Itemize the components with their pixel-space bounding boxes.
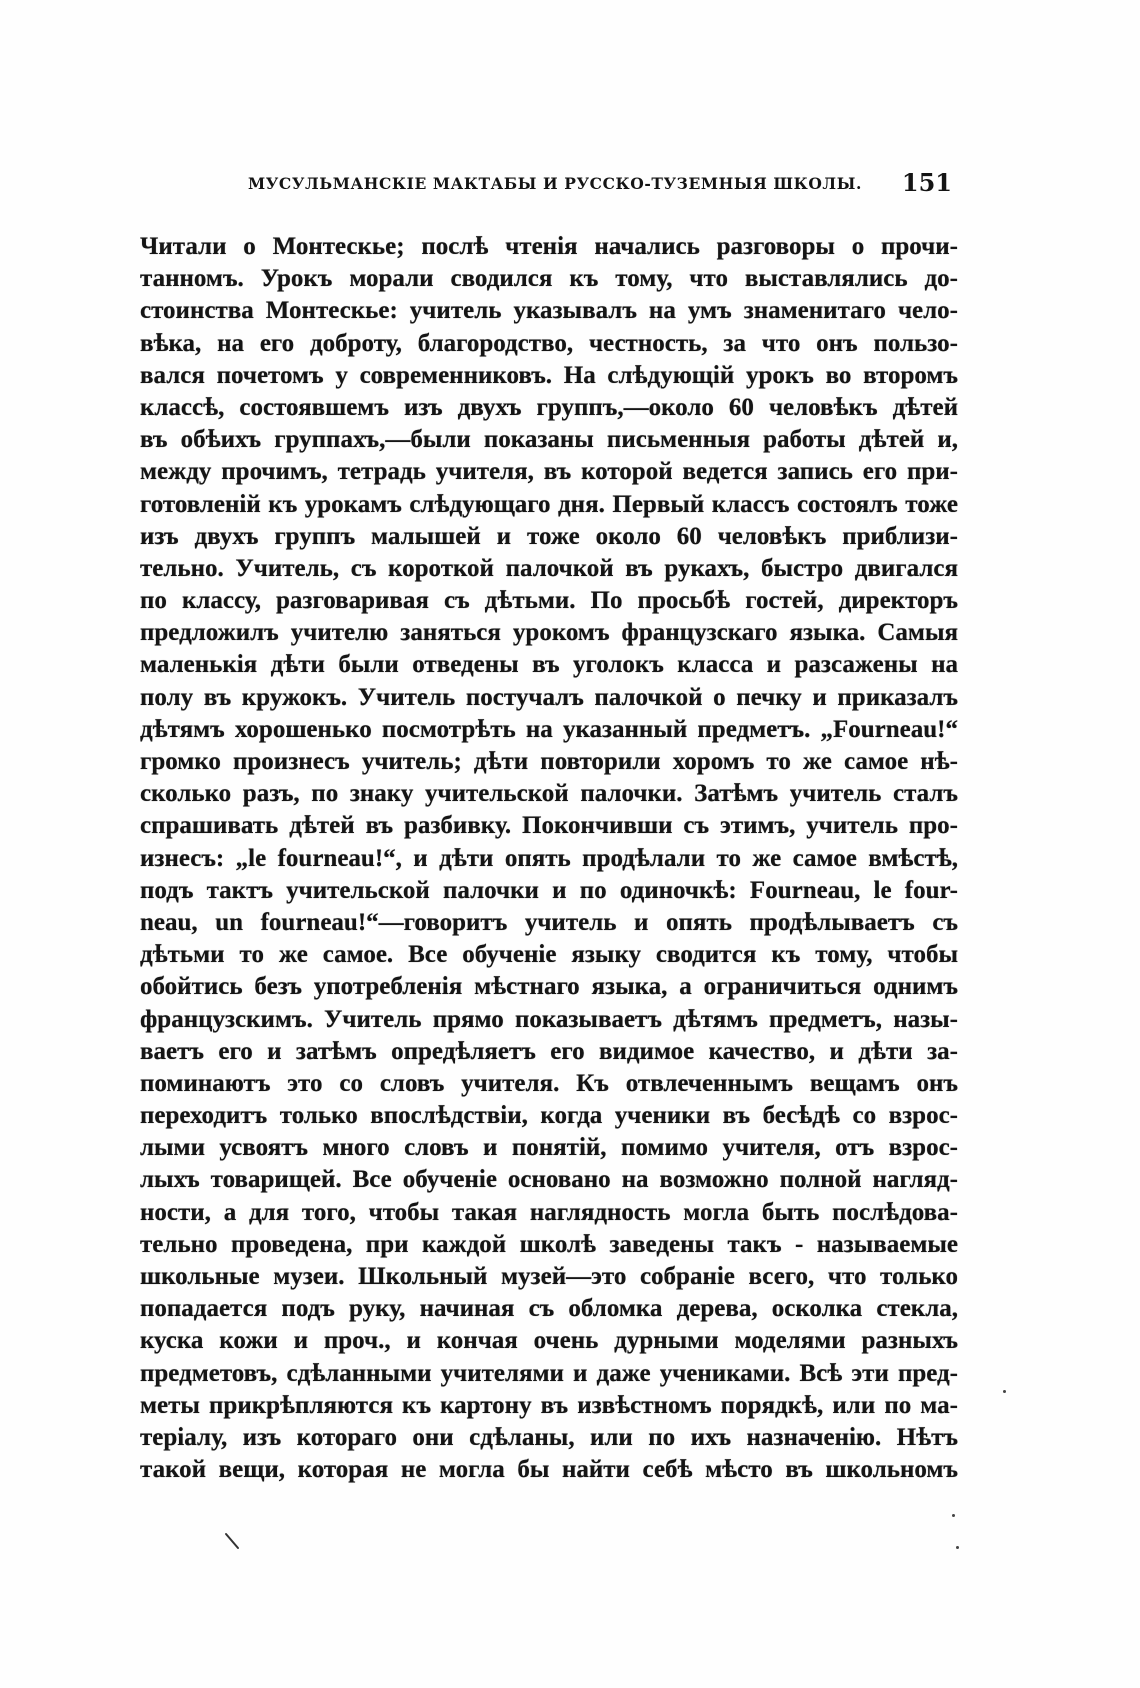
text-line: маленькія дѣти были отведены въ уголокъ класса и разсажены на xyxy=(140,651,958,679)
text-line: дѣтямъ хорошенько посмотрѣть на указанный предметъ. „Fourneau!“ xyxy=(140,715,958,743)
text-line: школьные музеи. Школьный музей—это собраніе всего, что только xyxy=(140,1263,958,1290)
text-line: по классу, разговаривая съ дѣтьми. По просьбѣ гостей, директоръ xyxy=(140,587,958,615)
text-line: вался почетомъ у современниковъ. На слѣдующій урокъ во второмъ xyxy=(140,361,958,389)
text-line: классѣ, состоявшемъ изъ двухъ группъ,—около 60 человѣкъ дѣтей xyxy=(140,393,958,421)
speck xyxy=(1003,1390,1006,1393)
text-line: предметовъ, сдѣланными учителями и даже учениками. Всѣ эти пред- xyxy=(140,1359,958,1387)
text-line: обойтись безъ употребленія мѣстнаго языка, а ограничиться однимъ xyxy=(140,973,958,1001)
text-line: вѣка, на его доброту, благородство, честность, за что онъ пользо- xyxy=(140,329,958,357)
text-line: меты прикрѣпляются къ картону въ извѣстномъ порядкѣ, или по ма- xyxy=(140,1391,958,1419)
body-text xyxy=(140,231,958,1486)
text-line: теріалу, изъ котораго они сдѣланы, или по ихъ назначенію. Нѣтъ xyxy=(140,1423,958,1451)
text-line: поминаютъ это со словъ учителя. Къ отвлеченнымъ вещамъ онъ xyxy=(140,1069,958,1097)
page-header xyxy=(140,168,958,202)
text-line: полу въ кружокъ. Учитель постучалъ палочкой о печку и приказалъ xyxy=(140,683,958,711)
text-line: громко произнесъ учитель; дѣти повторили хоромъ то же самое нѣ- xyxy=(140,748,958,775)
speck xyxy=(956,1546,959,1549)
text-line: подъ тактъ учительской палочки и по одиночкѣ: Fourneau, le four- xyxy=(140,876,958,904)
pen-mark xyxy=(224,1532,244,1552)
text-line: спрашивать дѣтей въ разбивку. Покончивши съ этимъ, учитель про- xyxy=(140,812,958,840)
text-line: готовленій къ урокамъ слѣдующаго дня. Первый классъ состоялъ тоже xyxy=(140,490,958,518)
text-line: ности, а для того, чтобы такая наглядность могла быть послѣдова- xyxy=(140,1198,958,1226)
text-line: танномъ. Урокъ морали сводился къ тому, что выставлялись до- xyxy=(140,265,958,293)
text-line: Читали о Монтескье; послѣ чтенія начались разговоры о прочи- xyxy=(140,233,958,260)
text-line: дѣтьми то же самое. Все обученіе языку сводится къ тому, чтобы xyxy=(140,941,958,969)
text-line: изнесъ: „le fourneau!“, и дѣти опять продѣлали то же самое вмѣстѣ, xyxy=(140,844,958,872)
text-line: куска кожи и проч., и кончая очень дурными моделями разныхъ xyxy=(140,1327,958,1355)
text-line: стоинства Монтескье: учитель указывалъ на умъ знаменитаго чело- xyxy=(140,297,958,325)
text-line: лыхъ товарищей. Все обученіе основано на возможно полной нагляд- xyxy=(140,1166,958,1194)
text-line: тельно проведена, при каждой школѣ заведены такъ - называемые xyxy=(140,1230,958,1258)
running-head: МУСУЛЬМАНСКІЕ МАКТАБЫ И РУССКО-ТУЗЕМНЫЯ ШКОЛЫ. xyxy=(248,174,862,193)
text-line: сколько разъ, по знаку учительской палочки. Затѣмъ учитель сталъ xyxy=(140,780,958,808)
text-line: попадается подъ руку, начиная съ обломка дерева, осколка стекла, xyxy=(140,1295,958,1323)
text-line: тельно. Учитель, съ короткой палочкой въ рукахъ, быстро двигался xyxy=(140,554,958,582)
text-line: лыми усвоятъ много словъ и понятій, помимо учителя, отъ взрос- xyxy=(140,1134,958,1162)
text-line: такой вещи, которая не могла бы найти себѣ мѣсто въ школьномъ xyxy=(140,1456,958,1484)
text-line: переходитъ только впослѣдствіи, когда ученики въ бесѣдѣ со взрос- xyxy=(140,1102,958,1130)
page-number: 151 xyxy=(901,168,952,197)
text-line: французскимъ. Учитель прямо показываетъ дѣтямъ предметъ, назы- xyxy=(140,1005,958,1033)
text-line: въ обѣихъ группахъ,—были показаны письменныя работы дѣтей и, xyxy=(140,426,958,454)
text-line: neau, un fourneau!“—говоритъ учитель и опять продѣлываетъ съ xyxy=(140,908,958,936)
text-line: предложилъ учителю заняться урокомъ французскаго языка. Самыя xyxy=(140,619,958,647)
speck xyxy=(952,1514,955,1517)
text-line: изъ двухъ группъ малышей и тоже около 60 человѣкъ приблизи- xyxy=(140,522,958,550)
text-line: ваетъ его и затѣмъ опредѣляетъ его видимое качество, и дѣти за- xyxy=(140,1037,958,1065)
text-line: между прочимъ, тетрадь учителя, въ которой ведется запись его при- xyxy=(140,458,958,486)
